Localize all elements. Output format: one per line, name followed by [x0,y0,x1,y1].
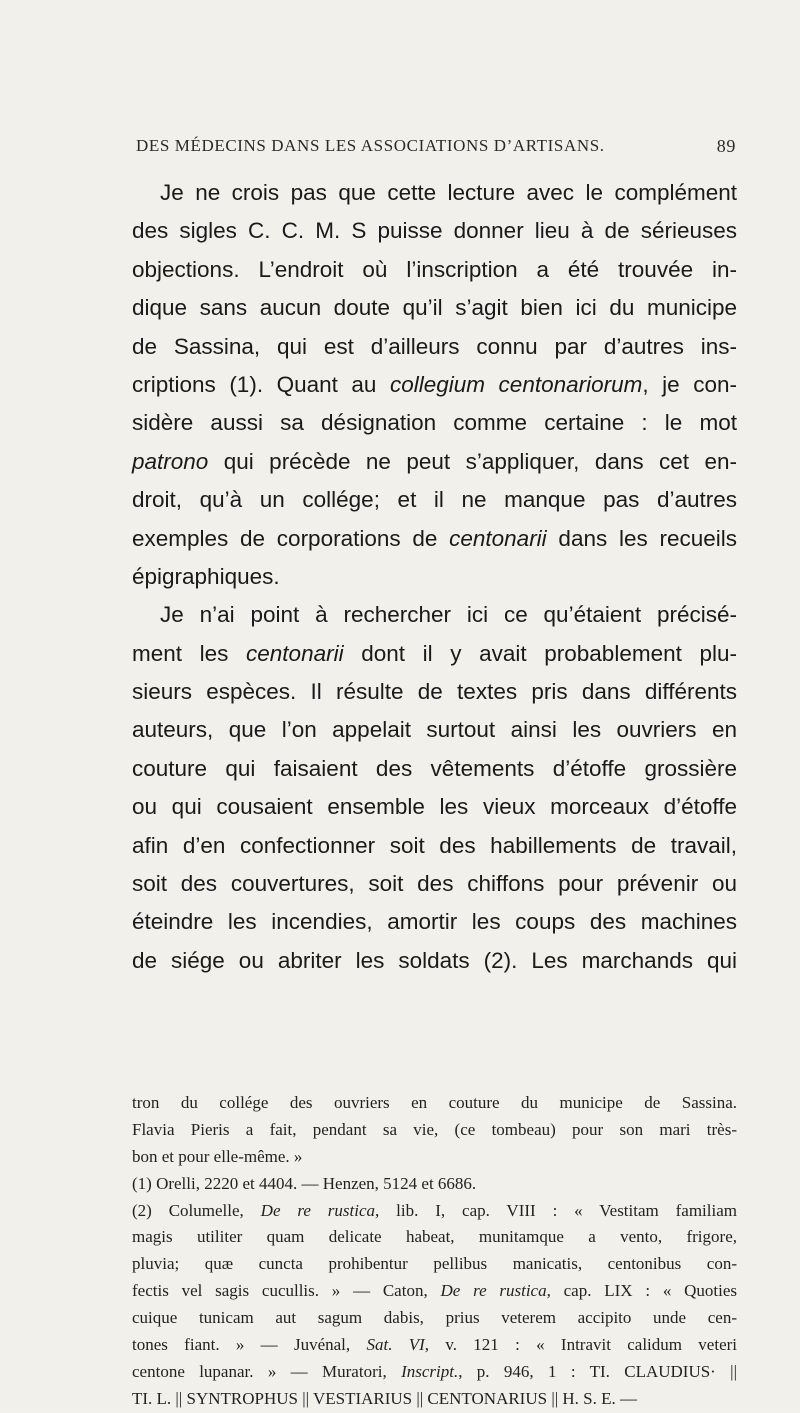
text-line: de siége ou abriter les soldats (2). Les marchands qui [132,947,737,973]
text-line: sieurs espèces. Il résulte de textes pris dans différents [132,679,737,705]
text-line: afin d’en confectionner soit des habillements de travail, [132,832,737,858]
footnote-line: tones fiant. » — Juvénal, Sat. VI, v. 121 : « Intravit calidum veteri [132,1335,737,1355]
main-text [132,174,737,980]
footnote-line: pluvia; quæ cuncta prohibentur pellibus manicatis, centonibus con- [132,1254,737,1274]
text-line: de Sassina, qui est d’ailleurs connu par d’autres ins- [132,333,737,359]
text-line: sidère aussi sa désignation comme certaine : le mot [132,410,737,436]
text-line: objections. L’endroit où l’inscription a été trouvée in- [132,256,737,282]
text-line: criptions (1). Quant au collegium centonariorum, je con- [132,371,737,397]
text-line: couture qui faisaient des vêtements d’étoffe grossière [132,755,737,781]
text-line: dique sans aucun doute qu’il s’agit bien ici du municipe [132,295,737,321]
text-line: ou qui cousaient ensemble les vieux morceaux d’étoffe [132,794,737,820]
text-line: ment les centonarii dont il y avait probablement plu- [132,640,737,666]
footnote-line: centone lupanar. » — Muratori, Inscript., p. 946, 1 : TI. CLAUDIUS· || [132,1361,737,1381]
text-line: éteindre les incendies, amortir les coups des machines [132,909,737,935]
footnote-line: (1) Orelli, 2220 et 4404. — Henzen, 5124 et 6686. [132,1173,477,1193]
text-line: des sigles C. C. M. S puisse donner lieu à de sérieuses [132,218,737,244]
text-line: exemples de corporations de centonarii dans les recueils [132,525,737,551]
footnotes [132,1090,737,1413]
text-line: soit des couvertures, soit des chiffons pour prévenir ou [132,871,737,897]
text-line: épigraphiques. [132,563,280,589]
text-line: auteurs, que l’on appelait surtout ainsi les ouvriers en [132,717,737,743]
text-line: Je n’ai point à rechercher ici ce qu’étaient précisé- [160,602,737,628]
text-line: droit, qu’à un collége; et il ne manque pas d’autres [132,487,737,513]
footnote-line: cuique tunicam aut sagum dabis, prius veterem accipito unde cen- [132,1308,737,1328]
text-line: patrono qui précède ne peut s’appliquer, dans cet en- [132,448,737,474]
running-title: DES MÉDECINS DANS LES ASSOCIATIONS D’ARTISANS. [136,136,605,155]
footnote-line: (2) Columelle, De re rustica, lib. I, cap. VIII : « Vestitam familiam [132,1200,737,1220]
footnote-line: fectis vel sagis cucullis. » — Caton, De re rustica, cap. LIX : « Quoties [132,1281,737,1301]
footnote-line: Flavia Pieris a fait, pendant sa vie, (ce tombeau) pour son mari très- [132,1119,737,1139]
text-line: Je ne crois pas que cette lecture avec le complément [160,180,737,205]
page-number: 89 [716,136,736,156]
running-head [136,136,736,162]
footnote-line: magis utiliter quam delicate habeat, munitamque a vento, frigore, [132,1227,737,1247]
footnote-line: tron du collége des ouvriers en couture du municipe de Sassina. [132,1093,737,1112]
footnote-line: TI. L. || SYNTROPHUS || VESTIARIUS || CENTONARIUS || H. S. E. — [132,1388,637,1408]
footnote-line: bon et pour elle-même. » [132,1146,303,1166]
